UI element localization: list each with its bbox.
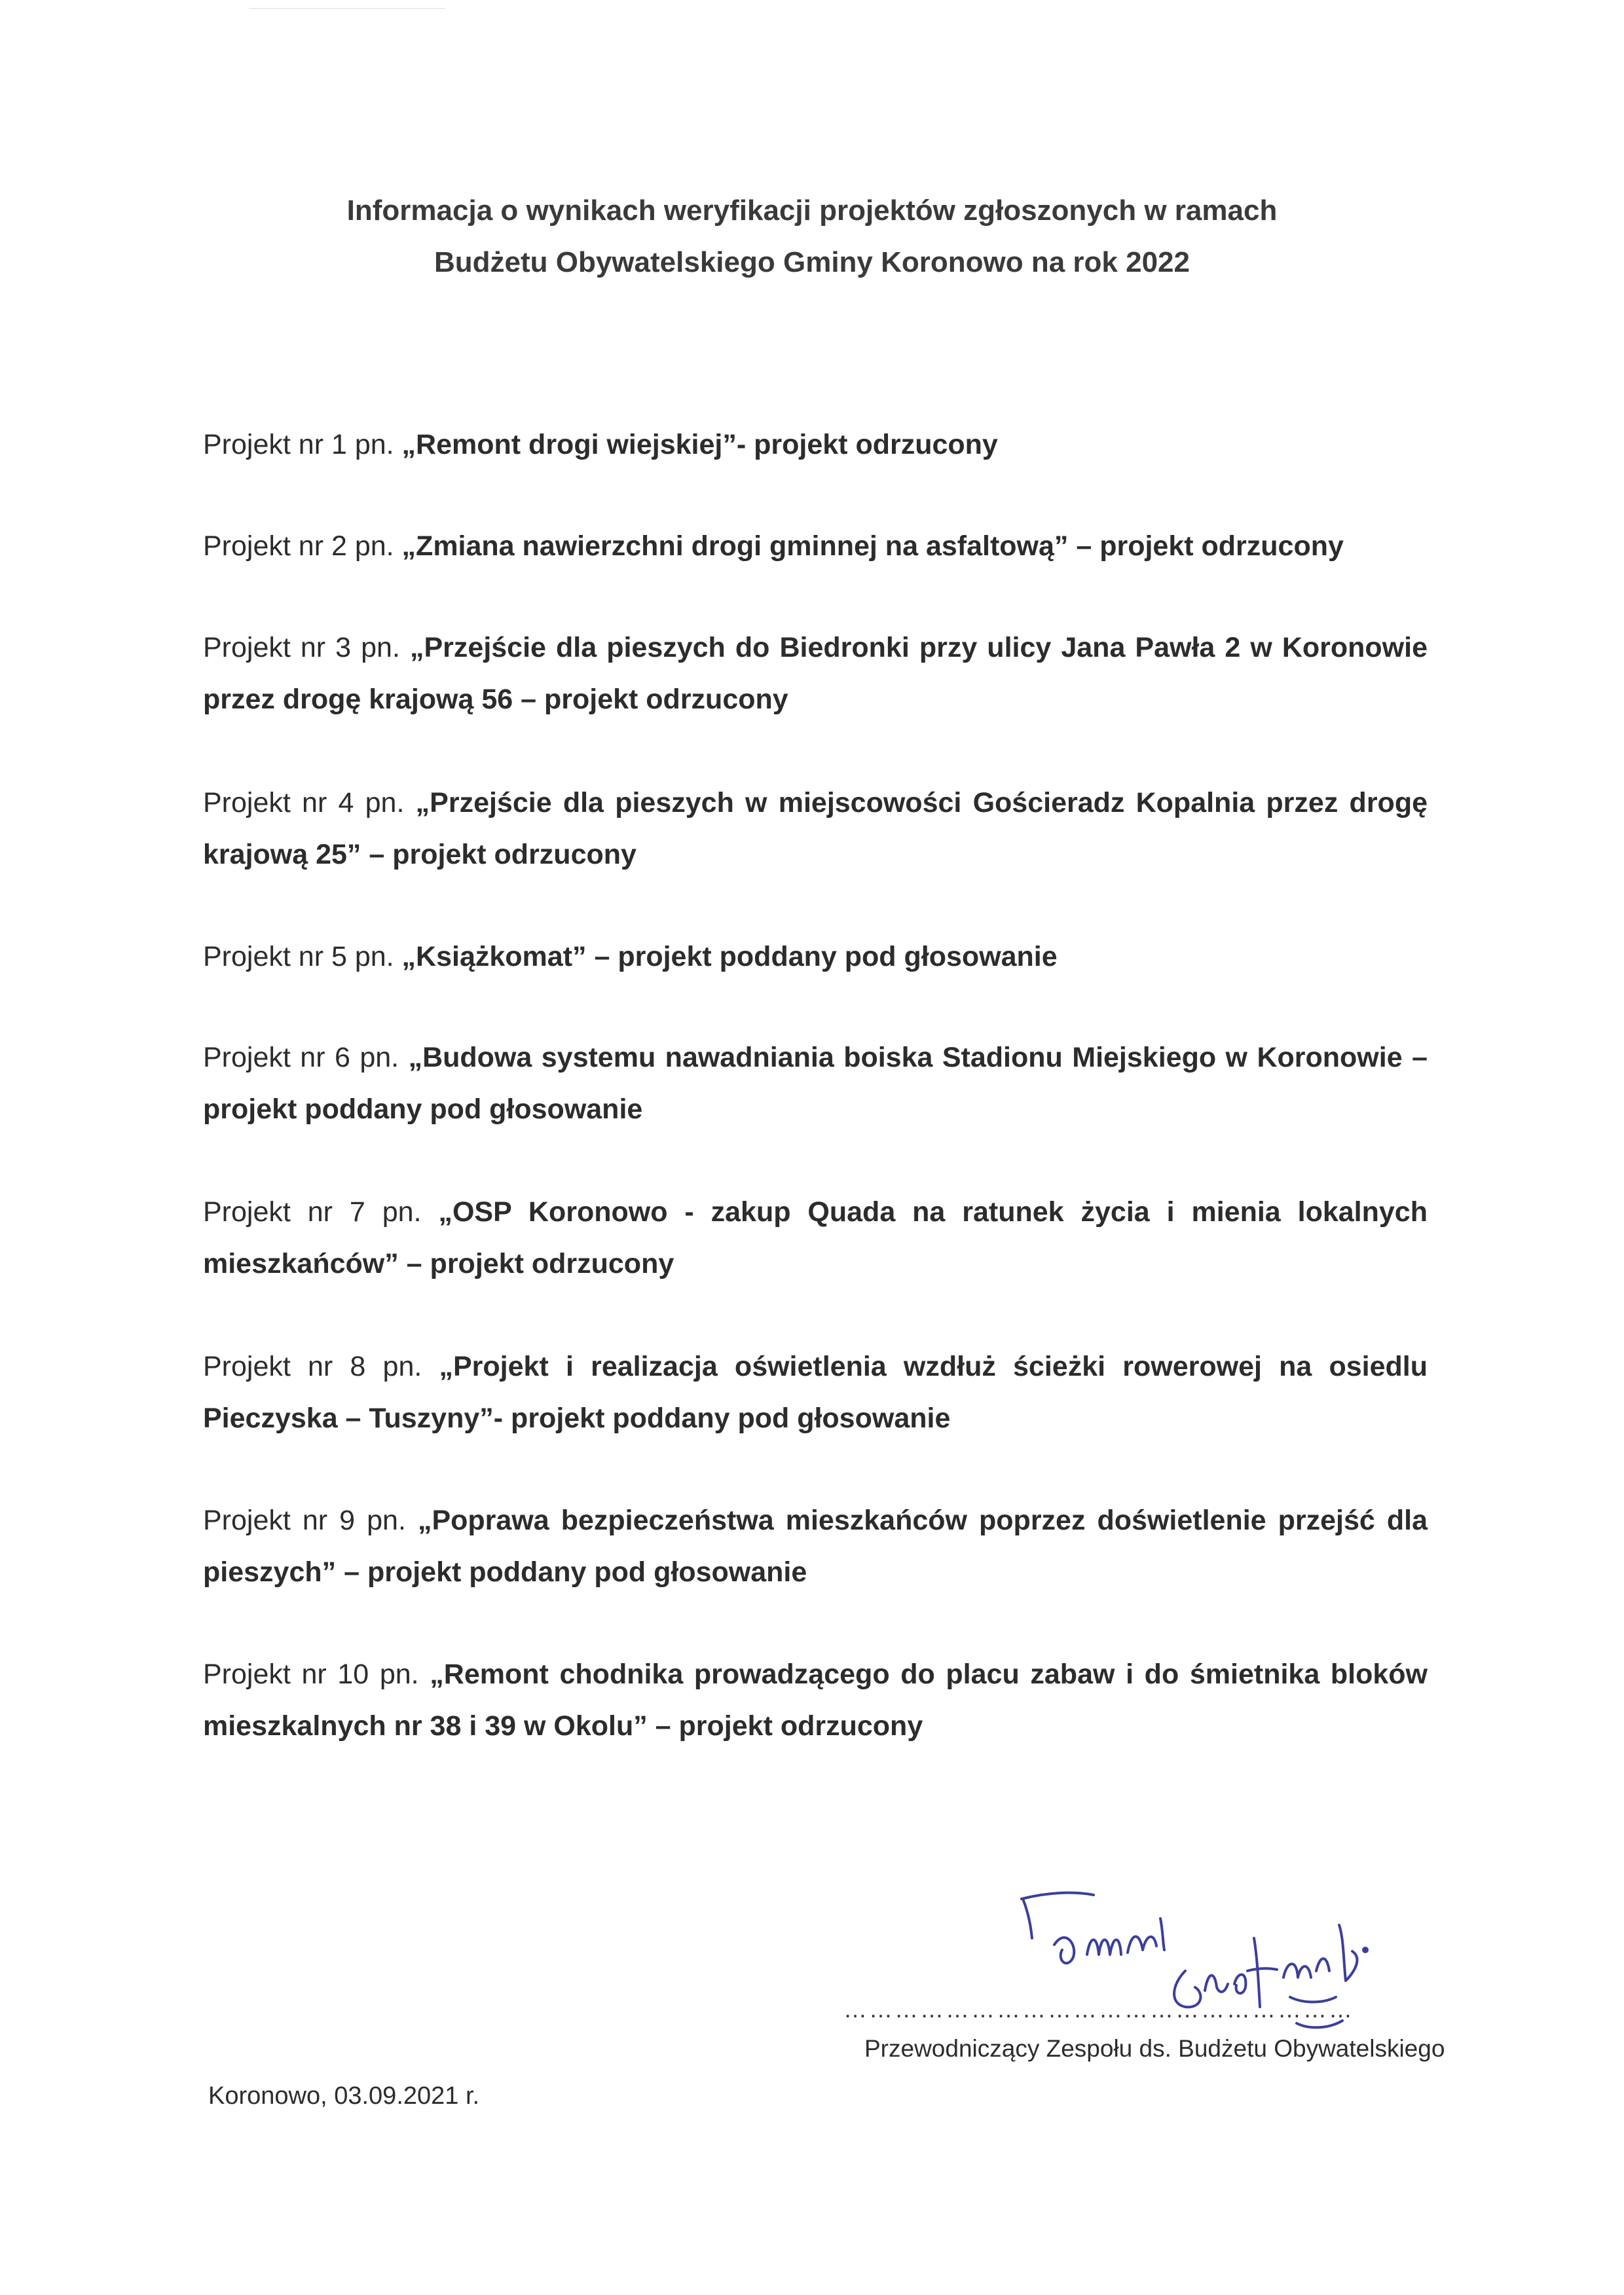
project-name: „OSP Koronowo - zakup Quada na ratunek życia i mienia lokalnych mieszkańców” –: [203, 1196, 1428, 1279]
scan-artifact: [249, 8, 445, 9]
project-name: „Projekt i realizacja oświetlenia wzdłuż ścieżki rowerowej na osiedlu Pieczyska – Tuszyny”-: [203, 1351, 1428, 1434]
project-item-5: [203, 931, 1428, 983]
title-line-2: Budżetu Obywatelskiego Gminy Koronowo na rok 2022: [434, 246, 1190, 278]
project-status: projekt odrzucony: [1099, 530, 1344, 562]
project-prefix: Projekt nr 2 pn.: [203, 530, 402, 562]
project-item-6: [203, 1032, 1428, 1135]
project-status: projekt poddany pod głosowanie: [367, 1556, 807, 1588]
project-item-8: [203, 1341, 1428, 1444]
project-name: „Przejście dla pieszych do Biedronki przy ulicy Jana Pawła 2 w Koronowie przez drogę krajową 56 –: [203, 632, 1428, 715]
project-name: „Budowa systemu nawadniania boiska Stadionu Miejskiego w Koronowie –: [408, 1042, 1428, 1073]
project-item-9: [203, 1495, 1428, 1598]
project-prefix: Projekt nr 3 pn.: [203, 632, 410, 663]
project-prefix: Projekt nr 9 pn.: [203, 1505, 418, 1536]
signature-caption: Przewodniczący Zespołu ds. Budżetu Obywatelskiego: [864, 2035, 1445, 2062]
project-status: projekt poddany pod głosowanie: [618, 941, 1058, 972]
project-name: „Poprawa bezpieczeństwa mieszkańców poprzez doświetlenie przejść dla pieszych” –: [203, 1505, 1428, 1588]
project-status: projekt odrzucony: [430, 1248, 674, 1279]
signature-block: [832, 1873, 1519, 2082]
project-prefix: Projekt nr 8 pn.: [203, 1351, 439, 1382]
project-item-2: [203, 521, 1428, 572]
project-prefix: Projekt nr 4 pn.: [203, 787, 416, 818]
project-prefix: Projekt nr 5 pn.: [203, 941, 402, 972]
project-name: „Zmiana nawierzchni drogi gminnej na asfaltową” –: [401, 530, 1100, 562]
project-name: „Remont drogi wiejskiej”-: [401, 429, 754, 460]
project-status: projekt odrzucony: [678, 1710, 923, 1742]
project-prefix: Projekt nr 6 pn.: [203, 1042, 409, 1073]
project-item-3: [203, 622, 1428, 725]
project-status: projekt odrzucony: [754, 429, 998, 460]
title-line-1: Informacja o wynikach weryfikacji projektów zgłoszonych w ramach: [346, 194, 1278, 227]
document-title: [196, 185, 1428, 288]
project-prefix: Projekt nr 10 pn.: [203, 1659, 430, 1690]
project-status: projekt poddany pod głosowanie: [203, 1093, 643, 1125]
project-name: „Remont chodnika prowadzącego do placu zabaw i do śmietnika bloków mieszkalnych nr 38 i 39 w Okolu” –: [203, 1659, 1428, 1742]
project-prefix: Projekt nr 7 pn.: [203, 1196, 439, 1228]
project-item-1: [203, 419, 1428, 471]
project-name: „Książkomat” –: [401, 941, 618, 972]
project-status: projekt poddany pod głosowanie: [511, 1403, 951, 1434]
project-item-7: [203, 1186, 1428, 1290]
project-prefix: Projekt nr 1 pn.: [203, 429, 402, 460]
signature-dotted-line: ……………………………………………………: [843, 1996, 1354, 2023]
project-status: projekt odrzucony: [392, 839, 637, 870]
place-and-date: Koronowo, 03.09.2021 r.: [208, 2082, 480, 2110]
project-item-10: [203, 1649, 1428, 1752]
project-item-4: [203, 777, 1428, 881]
project-status: projekt odrzucony: [544, 684, 788, 715]
project-name: „Przejście dla pieszych w miejscowości Gościeradz Kopalnia przez drogę krajową 25” –: [203, 787, 1428, 870]
